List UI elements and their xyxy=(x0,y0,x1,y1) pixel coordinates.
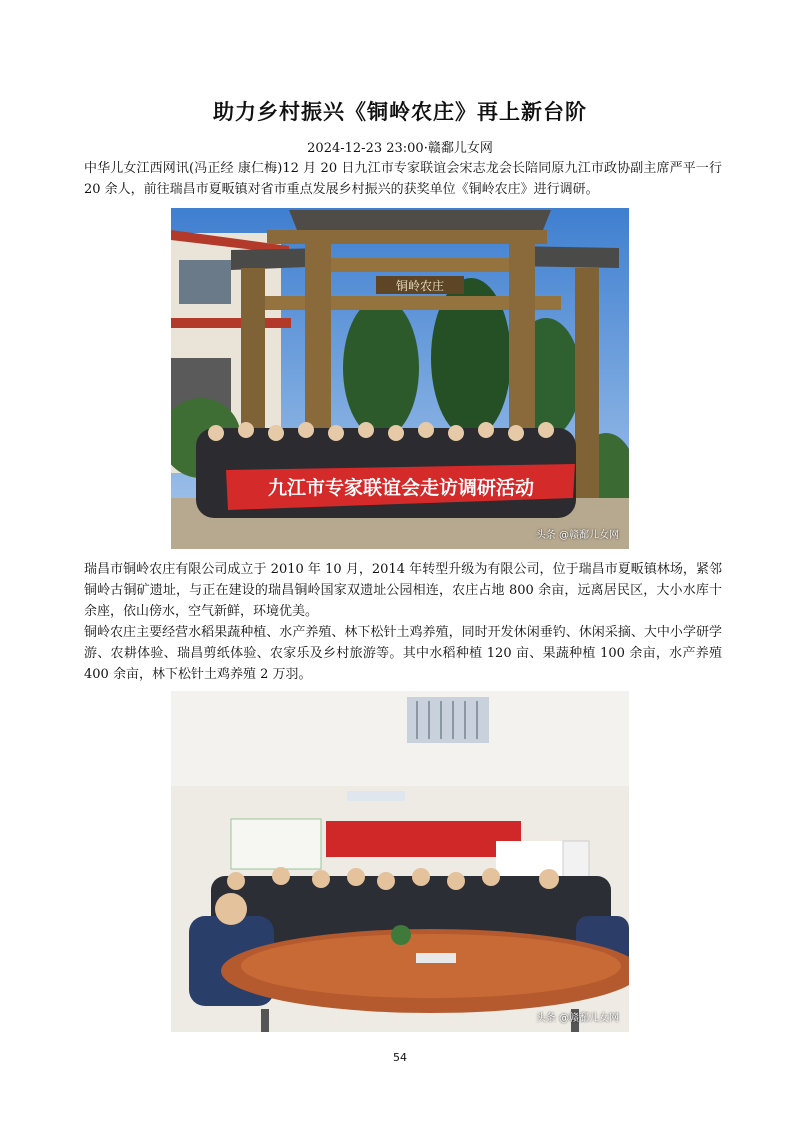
gate-sign-text: 铜岭农庄 xyxy=(395,279,445,293)
photo2-watermark: 头条 @赣鄱儿女网 xyxy=(535,1013,619,1024)
paragraph-company: 瑞昌市铜岭农庄有限公司成立于 2010 年 10 月，2014 年转型升级为有限公司，位于瑞昌市夏畈镇林场，紧邻铜岭古铜矿遗址，与正在建设的瑞昌铜岭国家双遗址公园相连，农庄占地 800 余亩，远离居民区，大小水库十余座，依山傍水，空气新鲜，环境优美。 xyxy=(84,562,722,619)
meeting-photo-illustration xyxy=(171,691,629,1032)
photo-gate-group xyxy=(171,208,629,549)
article-meta: 2024-12-23 23:00·赣鄱儿女网 xyxy=(307,141,493,156)
banner-text: 九江市专家联谊会走访调研活动 xyxy=(267,477,535,499)
paragraph-business: 铜岭农庄主要经营水稻果蔬种植、水产养殖、林下松针土鸡养殖，同时开发休闲垂钓、休闲采摘、大中小学研学游、农耕体验、瑞昌剪纸体验、农家乐及乡村旅游等。其中水稻种植 120 亩、果蔬种植 100 余亩，水产养殖 400 余亩，林下松针土鸡养殖 2 万羽。 xyxy=(84,625,722,682)
paragraph-intro: 中华儿女江西网讯(冯正经 康仁梅)12 月 20 日九江市专家联谊会宋志龙会长陪同原九江市政协副主席严平一行 20 余人，前往瑞昌市夏畈镇对省市重点发展乡村振兴的获奖单位《铜岭农庄》进行调研。 xyxy=(84,161,722,197)
photo1-watermark: 头条 @赣鄱儿女网 xyxy=(535,530,619,541)
gate-photo-illustration xyxy=(171,208,629,549)
page-number: 54 xyxy=(393,1051,407,1064)
photo-meeting-room xyxy=(171,691,629,1032)
article-title: 助力乡村振兴《铜岭农庄》再上新台阶 xyxy=(213,100,587,124)
